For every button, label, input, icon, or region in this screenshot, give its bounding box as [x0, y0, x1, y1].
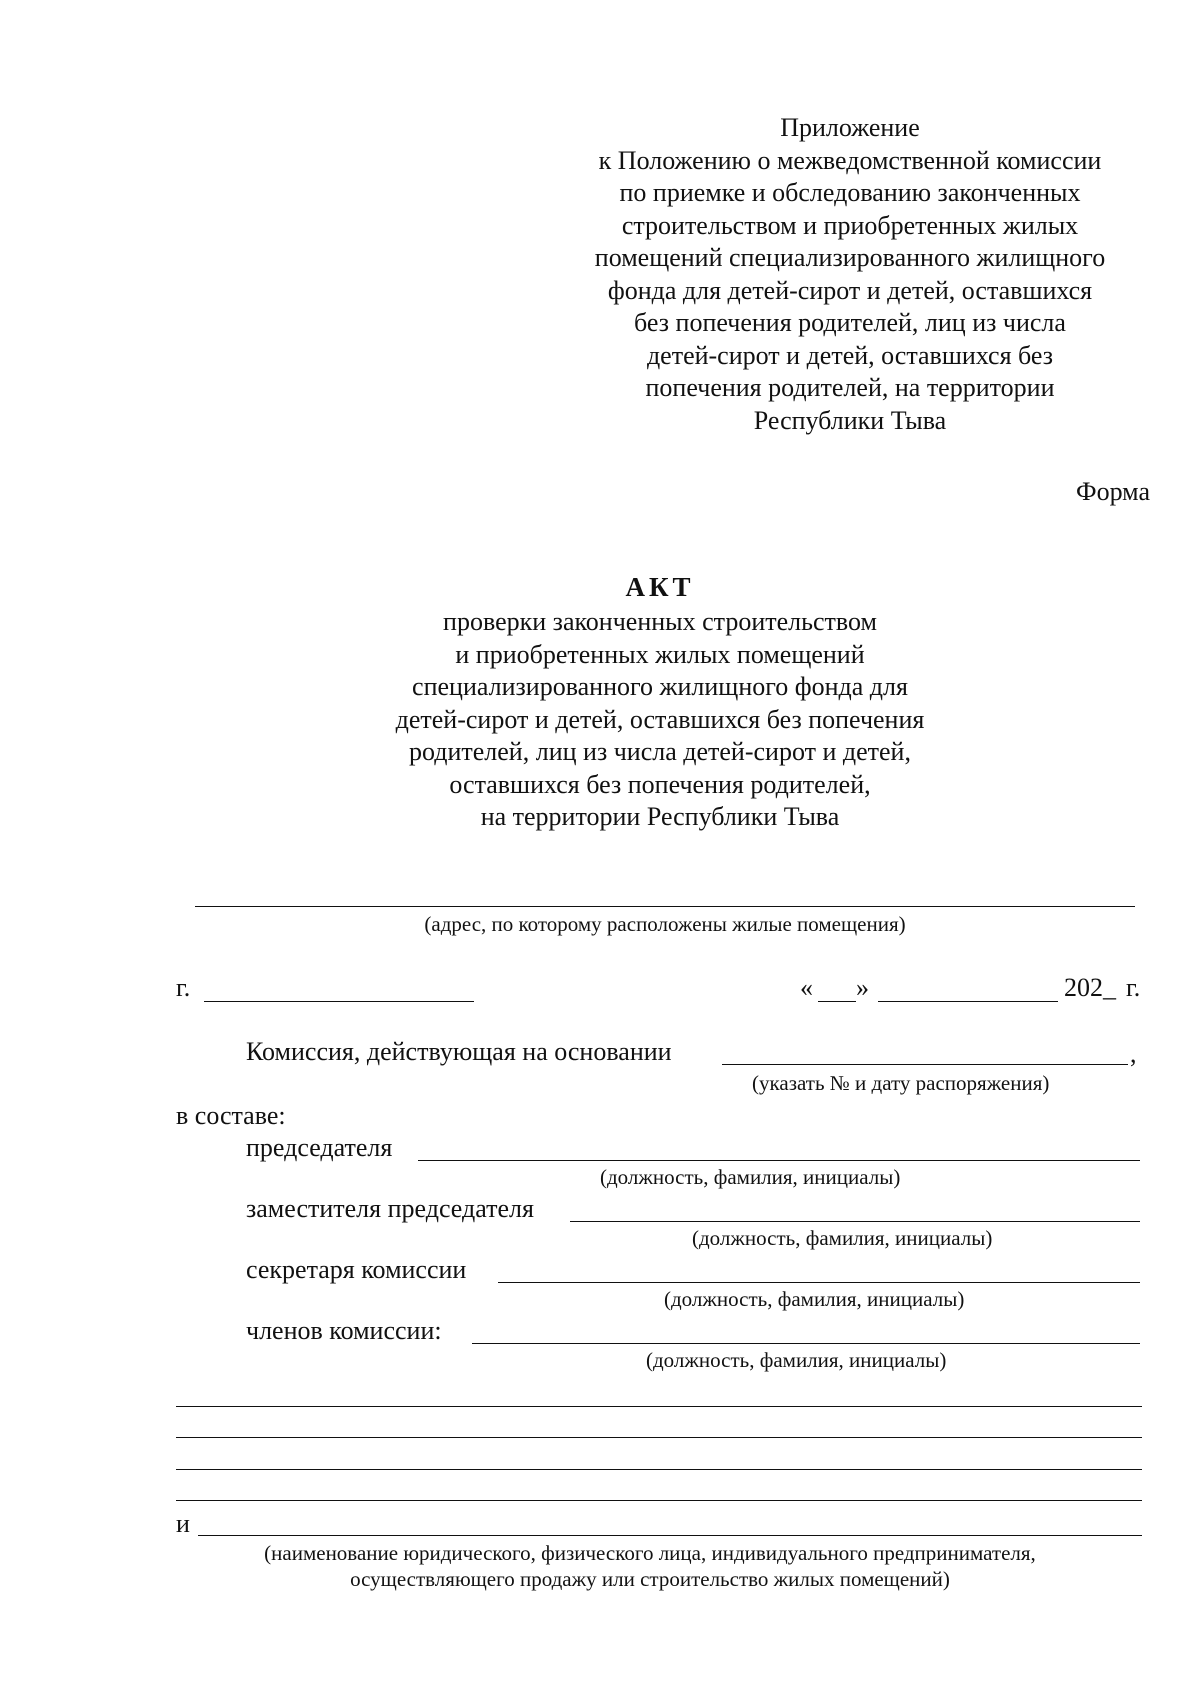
date-year-suffix: г. [1126, 973, 1141, 1002]
commission-intro: Комиссия, действующая на основании [246, 1037, 672, 1066]
address-field-line[interactable] [195, 906, 1135, 907]
role-label-deputy: заместителя председателя [246, 1194, 534, 1223]
appendix-line: попечения родителей, на территории [645, 373, 1055, 402]
date-open-quote: « [800, 973, 813, 1002]
address-caption: (адрес, по которому расположены жилые помещения) [424, 912, 906, 936]
appendix-line: строительством и приобретенных жилых [621, 210, 1079, 240]
order-field-line[interactable] [722, 1064, 1128, 1065]
act-title: АКТ [625, 572, 695, 602]
chairman-caption: (должность, фамилия, инициалы) [600, 1165, 901, 1189]
act-subtitle-line: на территории Республики Тыва [480, 802, 840, 831]
order-caption: (указать № и дату распоряжения) [752, 1071, 1050, 1095]
members-extra-line[interactable] [176, 1406, 1142, 1407]
members-field-line[interactable] [472, 1343, 1140, 1344]
seller-caption-line: (наименование юридического, физического лица, индивидуального предпринимателя, [264, 1541, 1036, 1565]
order-comma: , [1130, 1039, 1137, 1068]
appendix-line: детей-сирот и детей, оставшихся без [646, 340, 1054, 370]
composition-label: в составе: [176, 1101, 286, 1130]
city-prefix: г. [176, 973, 191, 1002]
act-subtitle-line: родителей, лиц из числа детей-сирот и детей, [409, 737, 911, 766]
act-subtitle-line: и приобретенных жилых помещений [455, 639, 865, 669]
act-subtitle-line: оставшихся без попечения родителей, [449, 769, 871, 799]
appendix-line: Приложение [780, 113, 920, 142]
seller-prefix: и [176, 1509, 190, 1538]
appendix-line: без попечения родителей, лиц из числа [634, 308, 1066, 337]
form-label: Форма [1076, 477, 1150, 506]
appendix-line: Республики Тыва [753, 405, 947, 435]
members-extra-line[interactable] [176, 1469, 1142, 1470]
act-subtitle [300, 606, 1020, 834]
role-label-members: членов комиссии: [246, 1316, 442, 1345]
role-label-secretary: секретаря комиссии [246, 1255, 467, 1284]
appendix-header [540, 112, 1160, 437]
appendix-line: помещений специализированного жилищного [594, 243, 1106, 272]
secretary-caption: (должность, фамилия, инициалы) [664, 1287, 965, 1311]
act-subtitle-line: проверки законченных строительством [443, 607, 877, 636]
appendix-line: к Положению о межведомственной комиссии [598, 145, 1102, 175]
seller-field-line[interactable] [198, 1535, 1142, 1536]
chairman-field-line[interactable] [418, 1160, 1140, 1161]
role-label-chairman: председателя [246, 1133, 393, 1162]
date-year: 202_ [1064, 973, 1116, 1002]
members-extra-line[interactable] [176, 1500, 1142, 1501]
act-subtitle-line: специализированного жилищного фонда для [412, 672, 908, 701]
members-extra-line[interactable] [176, 1437, 1142, 1438]
deputy-field-line[interactable] [570, 1221, 1140, 1222]
appendix-line: фонда для детей-сирот и детей, оставшихся [607, 275, 1093, 305]
date-day-field-line[interactable] [818, 1001, 856, 1002]
members-caption: (должность, фамилия, инициалы) [646, 1348, 947, 1372]
date-close-quote: » [856, 973, 869, 1002]
act-subtitle-line: детей-сирот и детей, оставшихся без попечения [395, 704, 925, 734]
appendix-line: по приемке и обследованию законченных [619, 178, 1081, 207]
date-month-field-line[interactable] [878, 1001, 1058, 1002]
secretary-field-line[interactable] [498, 1282, 1140, 1283]
deputy-caption: (должность, фамилия, инициалы) [692, 1226, 993, 1250]
city-field-line[interactable] [204, 1001, 474, 1002]
seller-caption-line: осуществляющего продажу или строительство жилых помещений) [350, 1567, 950, 1591]
